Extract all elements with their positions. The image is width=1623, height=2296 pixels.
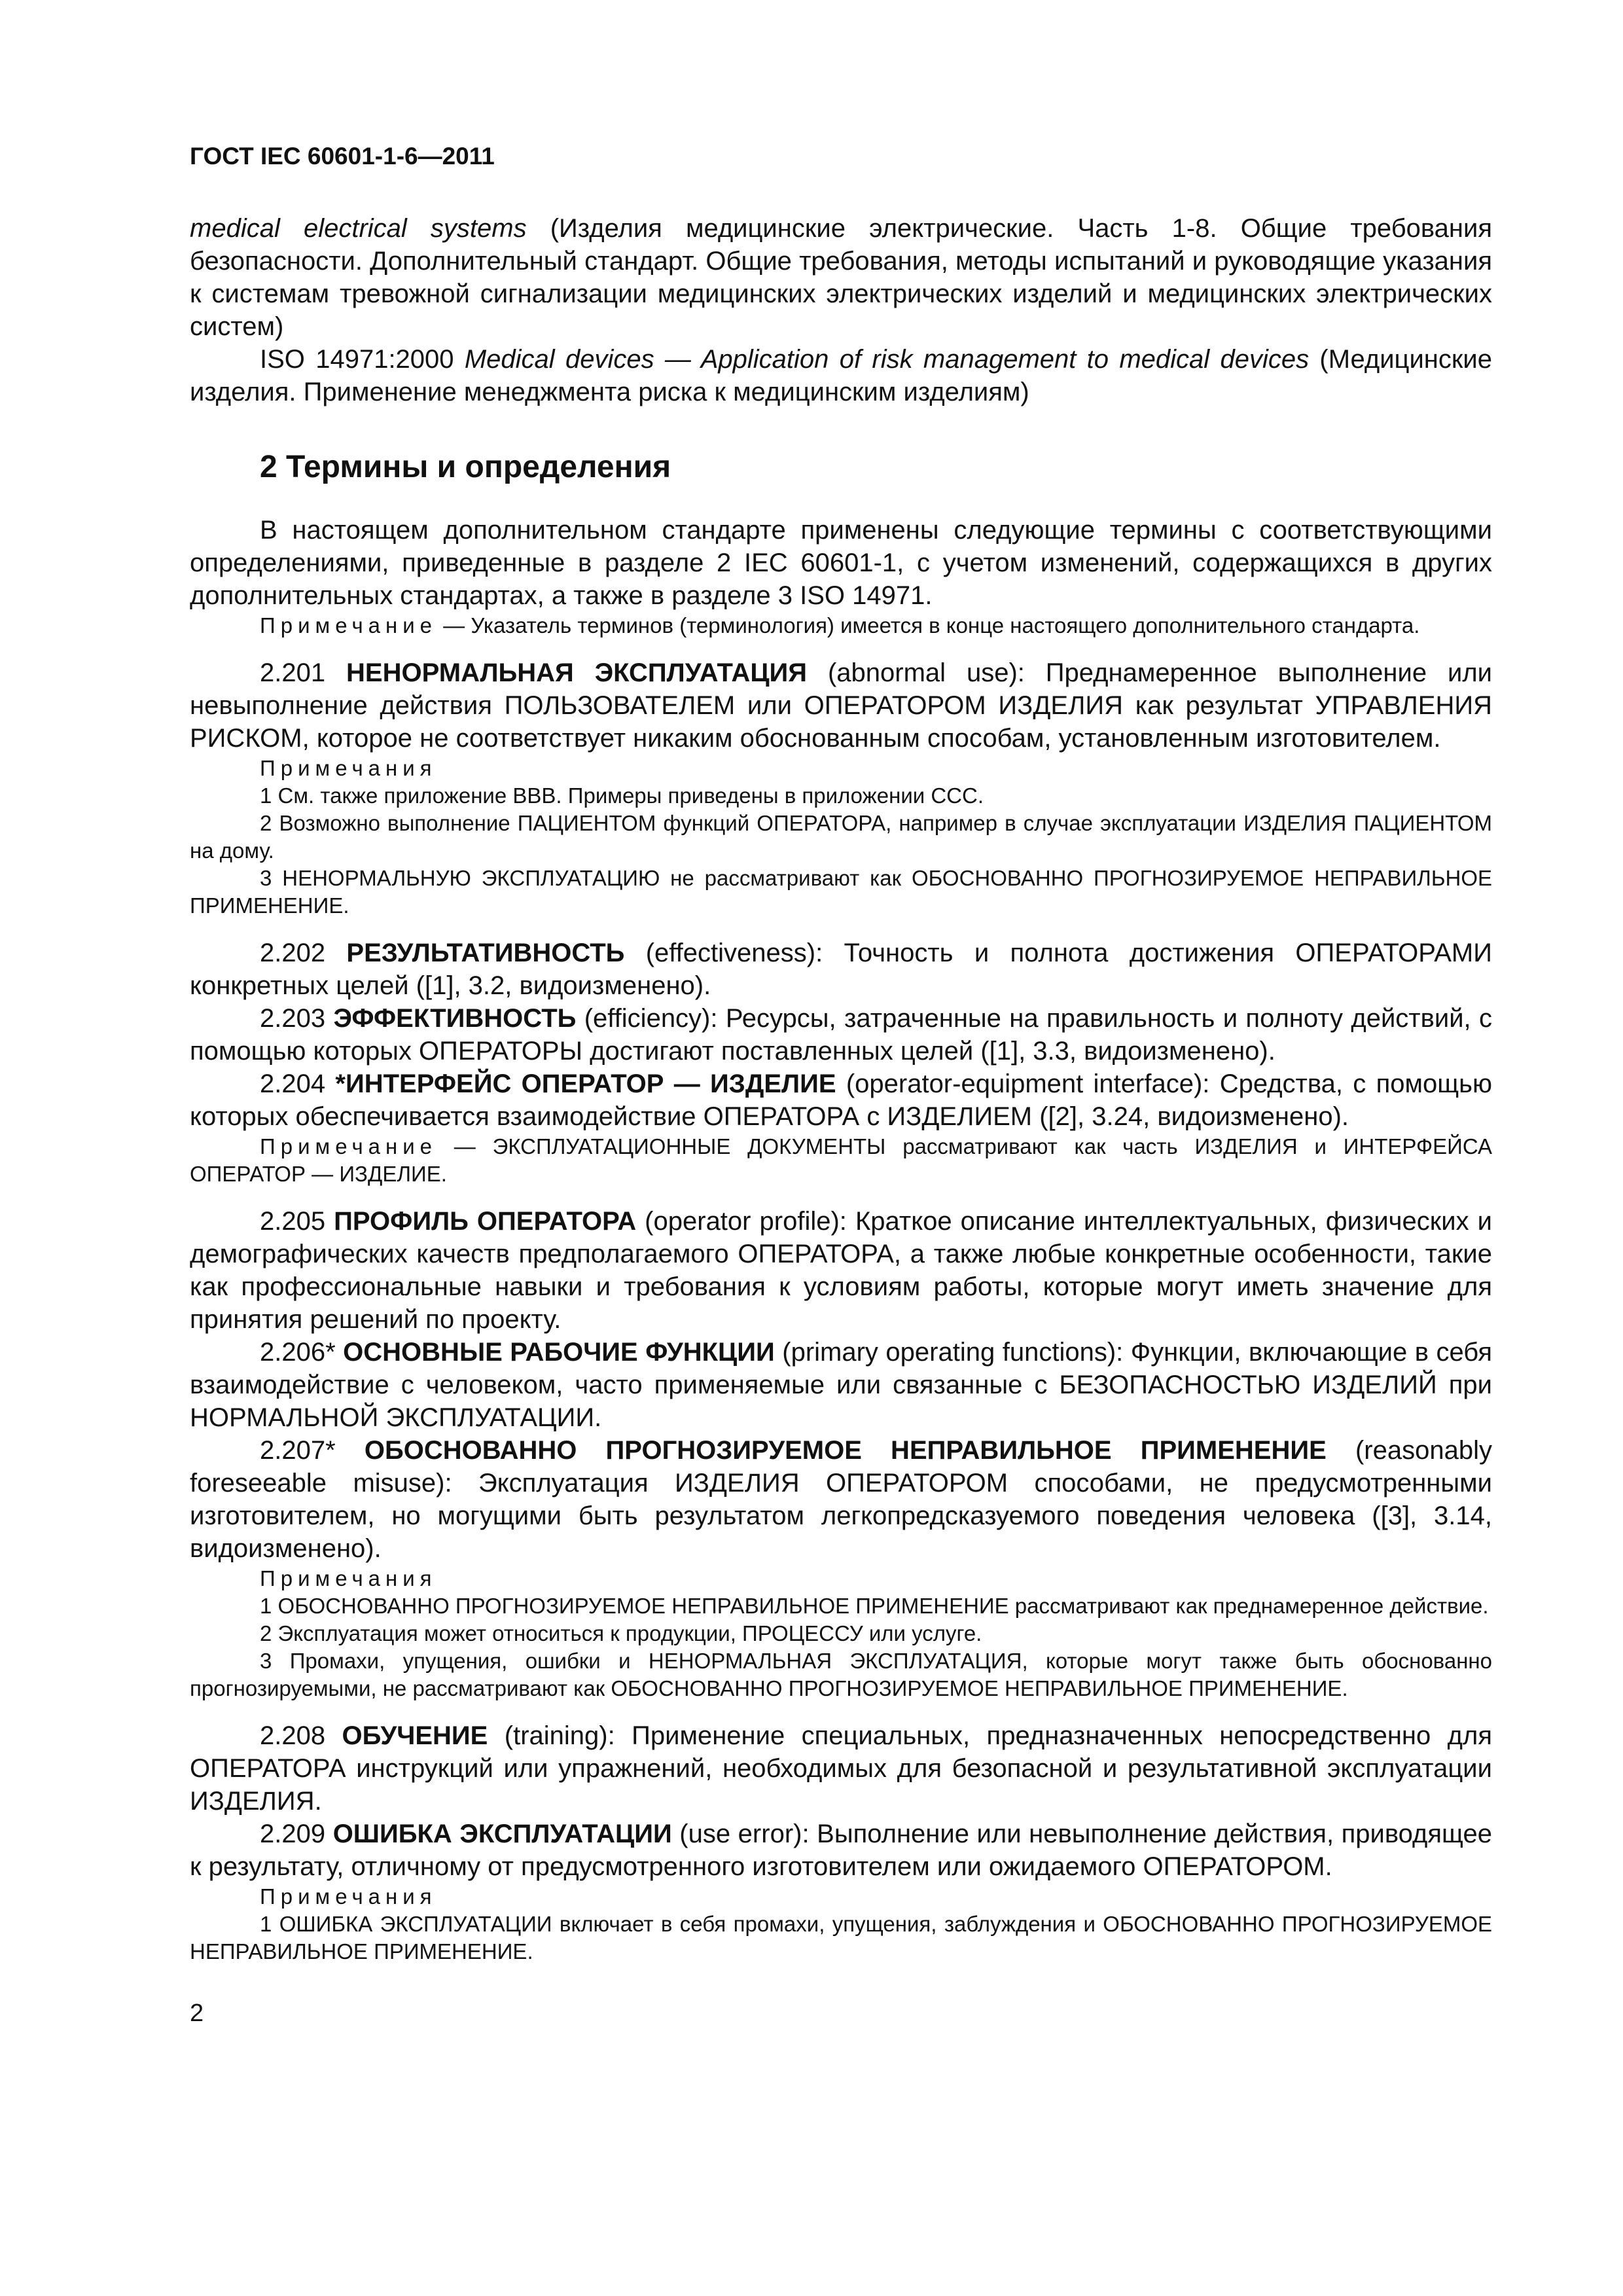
term-number: 2.205 — [260, 1207, 334, 1236]
term-name: ОБУЧЕНИЕ — [342, 1721, 488, 1750]
page-number: 2 — [190, 2000, 204, 2027]
term-name: ОБОСНОВАННО ПРОГНОЗИРУЕМОЕ НЕПРАВИЛЬНОЕ ПРИМЕНЕНИЕ — [364, 1436, 1327, 1465]
term-definition: (efficiency): Ресурсы, затраченные на правильность и полноту действий, с помощью которых ОПЕРАТОРЫ достигают поставленных целей ([1], 3.3, видоизменено). — [190, 1004, 1492, 1066]
term-2-205 — [190, 1205, 1492, 1336]
reference-iso-14971 — [190, 343, 1492, 408]
term-number: 2.202 — [260, 939, 347, 967]
reference-title-russian: (Медицинские изделия. Применение менеджмента риска к медицинским изделиям) — [190, 345, 1492, 406]
term-name: ОСНОВНЫЕ РАБОЧИЕ ФУНКЦИИ — [343, 1338, 775, 1367]
term-name: *ИНТЕРФЕЙС ОПЕРАТОР — ИЗДЕЛИЕ — [335, 1069, 836, 1098]
term-definition: (training): Применение специальных, предназначенных непосредственно для ОПЕРАТОРА инструкций или упражнений, необходимых для безопасной и результативной эксплуатации ИЗДЕЛИЯ. — [190, 1721, 1492, 1816]
term-definition: (operator profile): Краткое описание интеллектуальных, физических и демографических качеств предполагаемого ОПЕРАТОРА, а также любые конкретные особенности, такие как профессиональные навыки и требования к условиям работы, которые могут иметь значение для принятия решений по проекту. — [190, 1207, 1493, 1334]
term-name: РЕЗУЛЬТАТИВНОСТЬ — [346, 939, 625, 967]
notes-label: Примечания — [260, 1884, 437, 1909]
term-number: 2.207* — [260, 1436, 365, 1465]
note-item: 1 ОШИБКА ЭКСПЛУАТАЦИИ включает в себя промахи, упущения, заблуждения и ОБОСНОВАННО ПРОГНОЗИРУЕМОЕ НЕПРАВИЛЬНОЕ ПРИМЕНЕНИЕ. — [190, 1912, 1492, 1964]
notes-label: Примечания — [260, 1566, 437, 1590]
term-definition: (primary operating functions): Функции, включающие в себя взаимодействие с человеком, часто применяемые или связанные с БЕЗОПАСНОСТЬЮ ИЗДЕЛИЙ при НОРМАЛЬНОЙ ЭКСПЛУАТАЦИИ. — [190, 1338, 1492, 1432]
term-definition: (reasonably foreseeable misuse): Эксплуатация ИЗДЕЛИЯ ОПЕРАТОРОМ способами, не предусмотренными изготовителем, но могущими быть результатом легкопредсказуемого поведения человека ([3], 3.14, видоизменено). — [190, 1436, 1492, 1563]
term-2-208 — [190, 1719, 1492, 1818]
term-number: 2.209 — [260, 1820, 333, 1848]
note-item: 2 Эксплуатация может относиться к продукции, ПРОЦЕССУ или услуге. — [260, 1621, 982, 1645]
term-definition: (effectiveness): Точность и полнота достижения ОПЕРАТОРАМИ конкретных целей ([1], 3.2, видоизменено). — [190, 939, 1493, 1000]
note-label: Примечание — [260, 1134, 438, 1158]
term-number: 2.201 — [260, 658, 347, 687]
term-name: НЕНОРМАЛЬНАЯ ЭКСПЛУАТАЦИЯ — [346, 658, 808, 687]
term-name: ОШИБКА ЭКСПЛУАТАЦИИ — [332, 1820, 672, 1848]
note-intro — [190, 612, 1492, 639]
reference-title-english: medical electrical systems — [190, 214, 527, 243]
term-number: 2.206* — [260, 1338, 344, 1367]
reference-title-russian: (Изделия медицинские электрические. Часть 1-8. Общие требования безопасности. Дополнительный стандарт. Общие требования, методы испытаний и руководящие указания к системам тревожной сигнализации медицинских электрических изделий и медицинских электрических систем) — [190, 214, 1492, 341]
note-text: — ЭКСПЛУАТАЦИОННЫЕ ДОКУМЕНТЫ рассматривают как часть ИЗДЕЛИЯ и ИНТЕРФЕЙСА ОПЕРАТОР — ИЗДЕЛИЕ. — [190, 1134, 1492, 1186]
notes-label: Примечания — [260, 756, 437, 780]
note-text: — Указатель терминов (терминология) имеется в конце настоящего дополнительного стандарта. — [437, 613, 1420, 637]
note-2-204 — [190, 1133, 1492, 1188]
term-2-206 — [190, 1336, 1492, 1434]
section-title: 2 Термины и определения — [260, 450, 671, 484]
note-item: 3 НЕНОРМАЛЬНУЮ ЭКСПЛУАТАЦИЮ не рассматривают как ОБОСНОВАННО ПРОГНОЗИРУЕМОЕ НЕПРАВИЛЬНОЕ ПРИМЕНЕНИЕ. — [190, 866, 1492, 918]
term-2-204 — [190, 1067, 1492, 1133]
term-2-202 — [190, 937, 1492, 1002]
reference-code: ISO 14971:2000 — [260, 345, 465, 374]
term-2-203 — [190, 1002, 1492, 1067]
term-name: ПРОФИЛЬ ОПЕРАТОРА — [334, 1207, 637, 1236]
reference-iec-60601-1-8 — [190, 212, 1492, 343]
term-2-209 — [190, 1818, 1492, 1883]
term-definition: (use error): Выполнение или невыполнение действия, приводящее к результату, отличному от предусмотренного изготовителем или ожидаемого ОПЕРАТОРОМ. — [190, 1820, 1493, 1881]
term-number: 2.208 — [260, 1721, 342, 1750]
document-header: ГОСТ IEC 60601-1-6—2011 — [190, 143, 495, 170]
note-item: 1 ОБОСНОВАННО ПРОГНОЗИРУЕМОЕ НЕПРАВИЛЬНОЕ ПРИМЕНЕНИЕ рассматривают как преднамеренное действие. — [260, 1594, 1489, 1618]
note-item: 1 См. также приложение ВВВ. Примеры приведены в приложении ССС. — [260, 783, 984, 808]
term-definition: (abnormal use): Преднамеренное выполнение или невыполнение действия ПОЛЬЗОВАТЕЛЕМ или ОПЕРАТОРОМ ИЗДЕЛИЯ как результат УПРАВЛЕНИЯ РИСКОМ, которое не соответствует никаким обоснованным способам, установленным изготовителем. — [190, 658, 1493, 753]
term-2-201 — [190, 656, 1492, 755]
reference-title-english: Medical devices — Application of risk management to medical devices — [464, 345, 1310, 374]
term-definition: (operator-equipment interface): Средства, с помощью которых обеспечивается взаимодействие ОПЕРАТОРА с ИЗДЕЛИЕМ ([2], 3.24, видоизменено). — [190, 1069, 1493, 1131]
term-number: 2.204 — [260, 1069, 336, 1098]
document-page — [190, 143, 1492, 2028]
note-item: 3 Промахи, упущения, ошибки и НЕНОРМАЛЬНАЯ ЭКСПЛУАТАЦИЯ, которые могут также быть обоснованно прогнозируемыми, не рассматривают как ОБОСНОВАННО ПРОГНОЗИРУЕМОЕ НЕПРАВИЛЬНОЕ ПРИМЕНЕНИЕ. — [190, 1649, 1492, 1700]
term-2-207 — [190, 1434, 1492, 1565]
section-intro: В настоящем дополнительном стандарте применены следующие термины с соответствующими определениями, приведенные в разделе 2 IEC 60601-1, с учетом изменений, содержащихся в других дополнительных стандартах, а также в разделе 3 ISO 14971. — [190, 516, 1492, 610]
note-item: 2 Возможно выполнение ПАЦИЕНТОМ функций ОПЕРАТОРА, например в случае эксплуатации ИЗДЕЛИЯ ПАЦИЕНТОМ на дому. — [190, 811, 1492, 863]
note-label: Примечание — [260, 613, 438, 637]
term-name: ЭФФЕКТИВНОСТЬ — [333, 1004, 577, 1033]
term-number: 2.203 — [260, 1004, 334, 1033]
